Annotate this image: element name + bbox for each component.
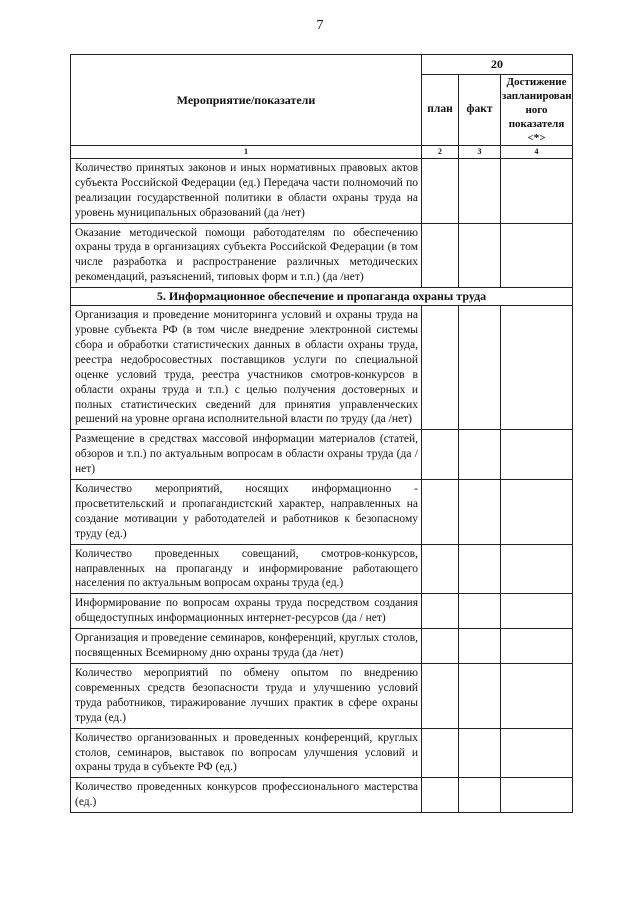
plan-cell [422,544,459,594]
table-row [71,306,573,430]
page-number: 7 [316,18,324,33]
plan-cell [422,223,459,288]
row-text: Оказание методической помощи работодателям по обеспечению охраны труда в организациях субъекта Российской Федерации (в том числе разработка и распространение различных методических рекомендаций, разъяснений, типовых форм и т.п.) (да /нет) [71,223,422,288]
row-text: Количество принятых законов и иных нормативных правовых актов субъекта Российской Федерации (ед.) Передача части полномочий по реализации государственной политики в области охраны труда на уровень муниципальных образований (да /нет) [71,158,422,223]
achievement-cell [501,223,573,288]
fact-cell [459,223,501,288]
plan-cell [422,778,459,813]
plan-cell [422,430,459,480]
achievement-cell [501,480,573,545]
achievement-cell [501,778,573,813]
year-header: 20 [422,55,573,75]
plan-cell [422,629,459,664]
fact-cell [459,306,501,430]
achievement-cell [501,728,573,778]
achievement-cell [501,629,573,664]
fact-cell [459,594,501,629]
fact-cell [459,664,501,729]
row-text: Количество проведенных конкурсов профессионального мастерства (ед.) [71,778,422,813]
plan-cell [422,480,459,545]
table-row [71,664,573,729]
row-text: Количество мероприятий по обмену опытом по внедрению современных средств безопасности труда и улучшению условий труда работников, тиражирование лучших практик в сфере охраны труда (ед.) [71,664,422,729]
achievement-cell [501,306,573,430]
table-row [71,158,573,223]
table-row [71,594,573,629]
row-text: Размещение в средствах массовой информации материалов (статей, обзоров и т.п.) по актуальным вопросам в области охраны труда (да /нет) [71,430,422,480]
row-text: Количество мероприятий, носящих информационно - просветительский и пропагандистский характер, направленных на создание мотивации у работодателей и работников к безопасному труду (ед.) [71,480,422,545]
measure-column-header: Мероприятие/показатели [71,55,422,146]
fact-column-header: факт [459,74,501,145]
section-row [71,288,573,306]
fact-cell [459,728,501,778]
achievement-cell [501,594,573,629]
row-text: Организация и проведение мониторинга условий и охраны труда на уровне субъекта РФ (в том числе внедрение электронной системы сбора и обработки статистических данных в области охраны труда, реестра недобросовестных поставщиков услуги по специальной оценке условий труда, реестра участников смотров-конкурсов в области охраны труда и т.п.) с целью получения достоверных и полных статистических сведений для принятия управленческих решений на уровне органа исполнительной власти по труду (да /нет) [71,306,422,430]
fact-cell [459,544,501,594]
table-row [71,544,573,594]
table-row [71,629,573,664]
plan-cell [422,728,459,778]
achievement-cell [501,664,573,729]
achievement-column-header: Достижение запланирован ного показателя <*> [502,75,572,144]
fact-cell [459,158,501,223]
header-row [71,55,573,75]
fact-cell [459,430,501,480]
col-number-4: 4 [501,145,573,158]
row-text: Организация и проведение семинаров, конференций, круглых столов, посвященных Всемирному дню охраны труда (да /нет) [71,629,422,664]
achievement-cell [501,158,573,223]
col-number-2: 2 [422,145,459,158]
indicators-table [70,54,573,813]
col-number-3: 3 [459,145,501,158]
row-text: Количество организованных и проведенных конференций, круглых столов, семинаров, выставок по вопросам улучшения условий и охраны труда в субъекте РФ (ед.) [71,728,422,778]
section-title: 5. Информационное обеспечение и пропаганда охраны труда [71,288,573,306]
column-numbers-row [71,145,573,158]
plan-cell [422,664,459,729]
table-row [71,430,573,480]
table-row [71,728,573,778]
plan-cell [422,306,459,430]
achievement-cell [501,544,573,594]
row-text: Информирование по вопросам охраны труда посредством создания общедоступных информационных интернет-ресурсов (да / нет) [71,594,422,629]
plan-cell [422,594,459,629]
row-text: Количество проведенных совещаний, смотров-конкурсов, направленных на пропаганду и информирование работающего населения по актуальным вопросам охраны труда (ед.) [71,544,422,594]
fact-cell [459,778,501,813]
col-number-1: 1 [71,145,422,158]
table-row [71,223,573,288]
fact-cell [459,480,501,545]
plan-column-header: план [422,74,459,145]
fact-cell [459,629,501,664]
achievement-cell [501,430,573,480]
plan-cell [422,158,459,223]
table-row [71,480,573,545]
table-row [71,778,573,813]
